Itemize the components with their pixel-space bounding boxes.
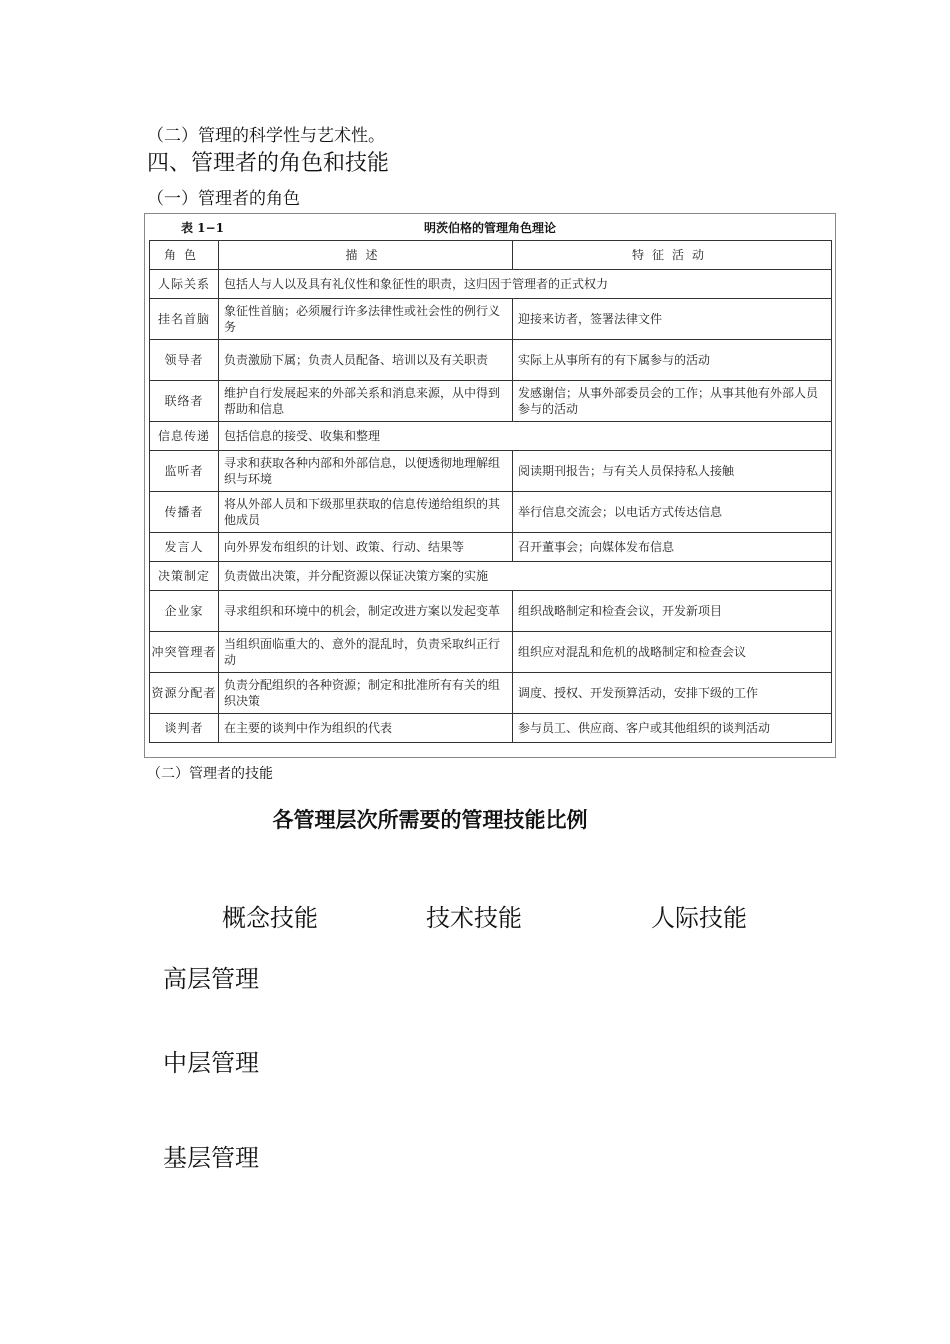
role-cell: 信息传递	[150, 422, 219, 451]
level-label-top: 高层管理	[163, 965, 259, 993]
section-subheading-science-art: （二）管理的科学性与艺术性。	[147, 126, 385, 146]
level-label-middle: 中层管理	[163, 1049, 259, 1077]
header-description: 描述	[219, 241, 513, 270]
role-cell: 发言人	[150, 533, 219, 562]
table-row	[150, 591, 832, 632]
description-cell: 寻求和获取各种内部和外部信息，以便透彻地理解组织与环境	[219, 451, 513, 492]
role-cell: 监听者	[150, 451, 219, 492]
skills-chart-title: 各管理层次所需要的管理技能比例	[272, 808, 588, 832]
section-heading-roles-skills: 四、管理者的角色和技能	[147, 151, 390, 176]
role-cell: 决策制定	[150, 562, 219, 591]
activity-cell: 调度、授权、开发预算活动，安排下级的工作	[513, 673, 832, 714]
role-cell: 资源分配者	[150, 673, 219, 714]
table-row	[150, 562, 832, 591]
table-row	[150, 533, 832, 562]
table-row	[150, 714, 832, 743]
activity-cell: 阅读期刊报告；与有关人员保持私人接触	[513, 451, 832, 492]
description-cell: 将从外部人员和下级那里获取的信息传递给组织的其他成员	[219, 492, 513, 533]
table-row	[150, 451, 832, 492]
table-row	[150, 340, 832, 381]
table-row	[150, 270, 832, 299]
roles-table	[149, 240, 832, 743]
header-role: 角色	[150, 241, 219, 270]
table-row	[150, 492, 832, 533]
table-row	[150, 673, 832, 714]
table-row	[150, 381, 832, 422]
role-cell: 冲突管理者	[150, 632, 219, 673]
activity-cell: 召开董事会；向媒体发布信息	[513, 533, 832, 562]
skill-label-technical: 技术技能	[426, 904, 522, 932]
description-cell: 负责激励下属；负责人员配备、培训以及有关职责	[219, 340, 513, 381]
table-caption	[145, 214, 835, 240]
table-number: 表 1−1	[181, 221, 224, 235]
description-cell: 向外界发布组织的计划、政策、行动、结果等	[219, 533, 513, 562]
description-cell: 象征性首脑；必须履行许多法律性或社会性的例行义务	[219, 299, 513, 340]
description-cell: 寻求组织和环境中的机会，制定改进方案以发起变革	[219, 591, 513, 632]
role-cell: 谈判者	[150, 714, 219, 743]
description-cell: 负责分配组织的各种资源；制定和批准所有有关的组织决策	[219, 673, 513, 714]
role-cell: 人际关系	[150, 270, 219, 299]
role-cell: 企业家	[150, 591, 219, 632]
activity-cell: 实际上从事所有的有下属参与的活动	[513, 340, 832, 381]
description-cell: 在主要的谈判中作为组织的代表	[219, 714, 513, 743]
skill-label-conceptual: 概念技能	[222, 904, 318, 932]
description-cell: 当组织面临重大的、意外的混乱时，负责采取纠正行动	[219, 632, 513, 673]
activity-cell: 发感谢信；从事外部委员会的工作；从事其他有外部人员参与的活动	[513, 381, 832, 422]
header-activity: 特征活动	[513, 241, 832, 270]
description-cell: 包括人与人以及具有礼仪性和象征性的职责，这归因于管理者的正式权力	[219, 270, 832, 299]
table-row	[150, 422, 832, 451]
skill-label-interpersonal: 人际技能	[651, 904, 747, 932]
description-cell: 负责做出决策，并分配资源以保证决策方案的实施	[219, 562, 832, 591]
activity-cell: 迎接来访者，签署法律文件	[513, 299, 832, 340]
level-label-base: 基层管理	[163, 1144, 259, 1172]
description-cell: 包括信息的接受、收集和整理	[219, 422, 832, 451]
table-header-row	[150, 241, 832, 270]
activity-cell: 组织战略制定和检查会议，开发新项目	[513, 591, 832, 632]
roles-table-figure	[144, 213, 836, 758]
role-cell: 挂名首脑	[150, 299, 219, 340]
activity-cell: 参与员工、供应商、客户或其他组织的谈判活动	[513, 714, 832, 743]
description-cell: 维护自行发展起来的外部关系和消息来源，从中得到帮助和信息	[219, 381, 513, 422]
activity-cell: 举行信息交流会；以电话方式传达信息	[513, 492, 832, 533]
table-row	[150, 299, 832, 340]
table-row	[150, 632, 832, 673]
activity-cell: 组织应对混乱和危机的战略制定和检查会议	[513, 632, 832, 673]
table-title: 明茨伯格的管理角色理论	[423, 221, 556, 235]
role-cell: 联络者	[150, 381, 219, 422]
role-cell: 传播者	[150, 492, 219, 533]
section-subheading-skills: （二）管理者的技能	[147, 766, 273, 782]
section-subheading-roles: （一）管理者的角色	[147, 189, 300, 209]
role-cell: 领导者	[150, 340, 219, 381]
